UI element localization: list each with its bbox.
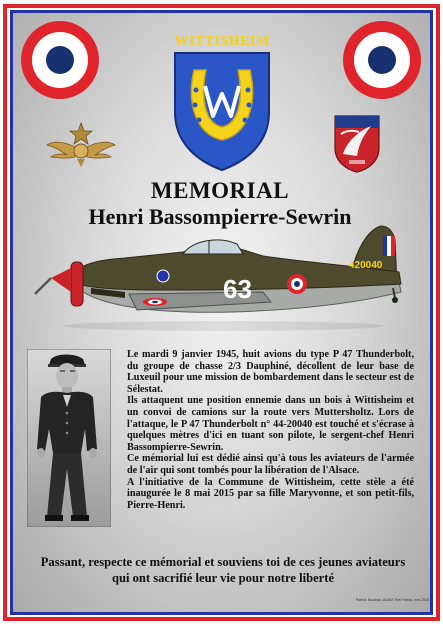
squadron-insignia-icon [333, 114, 381, 174]
paragraph: Le mardi 9 janvier 1945, huit avions du type P 47 Thunderbolt, du groupe de chasse 2/3 Dauphiné, décollent de leur base de Luxeuil pour une mission de bombardement dans le secteur est de Sélestat. [127, 349, 414, 395]
roundel-icon [21, 21, 99, 99]
pilot-wings-badge-icon [45, 117, 117, 169]
credit-line: Patrick Bouleau, ADAM Thét Fabus, mai 2015 [355, 598, 429, 602]
pilot-portrait-photo [27, 349, 111, 527]
closing-message [18, 554, 428, 586]
paragraph: Ils attaquent une position ennemie dans un bois à Wittisheim et un convoi de camions sur la route vers Muttersholtz. Lors de l'attaque, le P 47 Thunderbolt n° 44-20040 est touché et s'écrase à quelques mètres d'ici en tuant son pilote, le sergent-chef Henri Bassompierre-Sewrin. [127, 395, 414, 453]
closing-line: qui ont sacrifié leur vie pour notre liberté [111, 571, 335, 585]
roundel-icon [343, 21, 421, 99]
wittisheim-coat-of-arms-icon [172, 50, 272, 172]
memorial-text [127, 349, 414, 511]
p47-thunderbolt-illustration [33, 222, 418, 334]
pilot-name: Henri Bassompierre-Sewrin [88, 204, 352, 229]
aircraft-side-number: 63 [223, 274, 252, 304]
paragraph: Ce mémorial lui est dédié ainsi qu'à tous les aviateurs de l'armée de l'air qui sont tombés pour la libération de l'Alsace. [127, 453, 414, 476]
paragraph: A l'initiative de la Commune de Wittisheim, cette stèle a été inaugurée le 8 mai 2015 par sa fille Maryvonne, et son petit-fils, Pierre-Henri. [127, 476, 414, 511]
memorial-title: MEMORIAL [150, 178, 290, 203]
closing-line: Passant, respecte ce mémorial et souviens toi de ces jeunes aviateurs [40, 555, 406, 569]
aircraft-tail-code: 420040 [349, 260, 383, 271]
town-name: WITTISHEIM [174, 34, 270, 49]
